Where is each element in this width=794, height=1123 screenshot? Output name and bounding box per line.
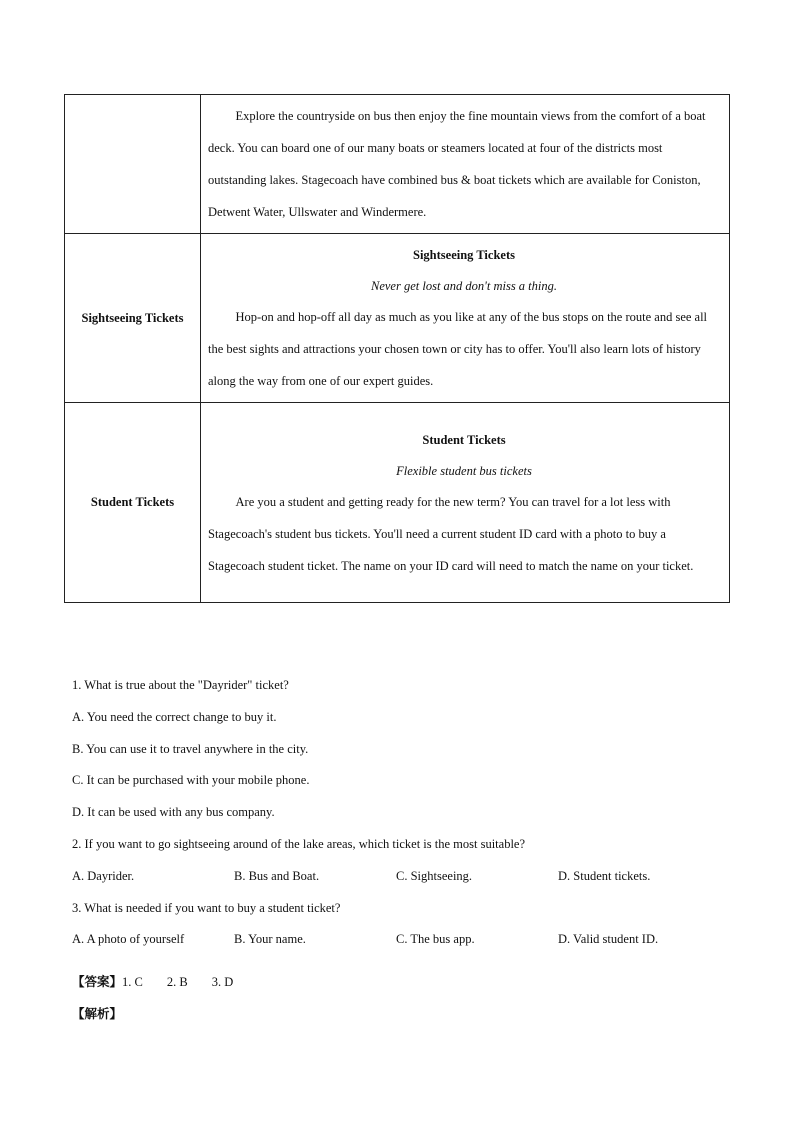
section-subtitle: Never get lost and don't miss a thing. [371, 279, 557, 293]
options-row [72, 861, 732, 893]
paragraph: Hop-on and hop-off all day as much as you like at any of the bus stops on the route and see all the best sights and attractions your chosen town or city has to offer. You'll also learn lots of history along the way from one of our expert guides. [208, 310, 708, 388]
option: D. Valid student ID. [558, 932, 659, 947]
paragraph: Are you a student and getting ready for the new term? You can travel for a lot less with Stagecoach's student bus tickets. You'll need a current student ID card with a photo to buy a Stagecoach student ticket. The name on your ID card will need to match the name on your ticket. [208, 494, 694, 573]
answer-item: 2. B [166, 975, 188, 989]
answer-line [72, 968, 257, 996]
ticket-info-table [64, 94, 730, 603]
options-row [72, 924, 732, 956]
option: D. Student tickets. [558, 868, 651, 883]
question-stem: 3. What is needed if you want to buy a student ticket? [72, 900, 341, 915]
table-row-bus-boat [65, 95, 730, 234]
option: A. You need the correct change to buy it. [72, 709, 277, 724]
answer-item: 1. C [122, 975, 143, 989]
table-row-sightseeing [65, 234, 730, 403]
row-label-empty [65, 95, 201, 234]
explanation-tag: 【解析】 [72, 1007, 123, 1021]
section-heading: Student Tickets [422, 432, 506, 447]
table-row-student [65, 403, 730, 603]
option: B. Your name. [234, 932, 306, 947]
option: B. You can use it to travel anywhere in the city. [72, 741, 309, 756]
option: B. Bus and Boat. [234, 868, 320, 883]
row-content [201, 234, 730, 403]
explanation-line [72, 1000, 122, 1028]
question-stem: 1. What is true about the "Dayrider" ticket? [72, 678, 289, 692]
section-heading: Sightseeing Tickets [413, 248, 515, 262]
row-content [201, 95, 730, 234]
option: C. Sightseeing. [396, 868, 473, 883]
option: C. The bus app. [396, 932, 475, 947]
row-content [201, 403, 730, 603]
questions [72, 670, 732, 956]
question-stem: 2. If you want to go sightseeing around of the lake areas, which ticket is the most suitable? [72, 836, 526, 851]
option: D. It can be used with any bus company. [72, 805, 275, 820]
answer-tag: 【答案】 [72, 975, 123, 989]
section-subtitle: Flexible student bus tickets [396, 463, 532, 478]
row-label: Student Tickets [65, 403, 201, 603]
option: A. Dayrider. [72, 868, 135, 883]
answer-item: 3. D [211, 975, 234, 989]
paragraph: Explore the countryside on bus then enjoy the fine mountain views from the comfort of a boat deck. You can board one of our many boats or steamers located at four of the districts most outstanding lakes. Stagecoach have combined bus & boat tickets which are available for Coniston, Detwent Water, Ullswater and Windermere. [208, 109, 706, 219]
row-label: Sightseeing Tickets [65, 234, 201, 403]
option: C. It can be purchased with your mobile phone. [72, 773, 310, 788]
option: A. A photo of yourself [72, 932, 185, 947]
